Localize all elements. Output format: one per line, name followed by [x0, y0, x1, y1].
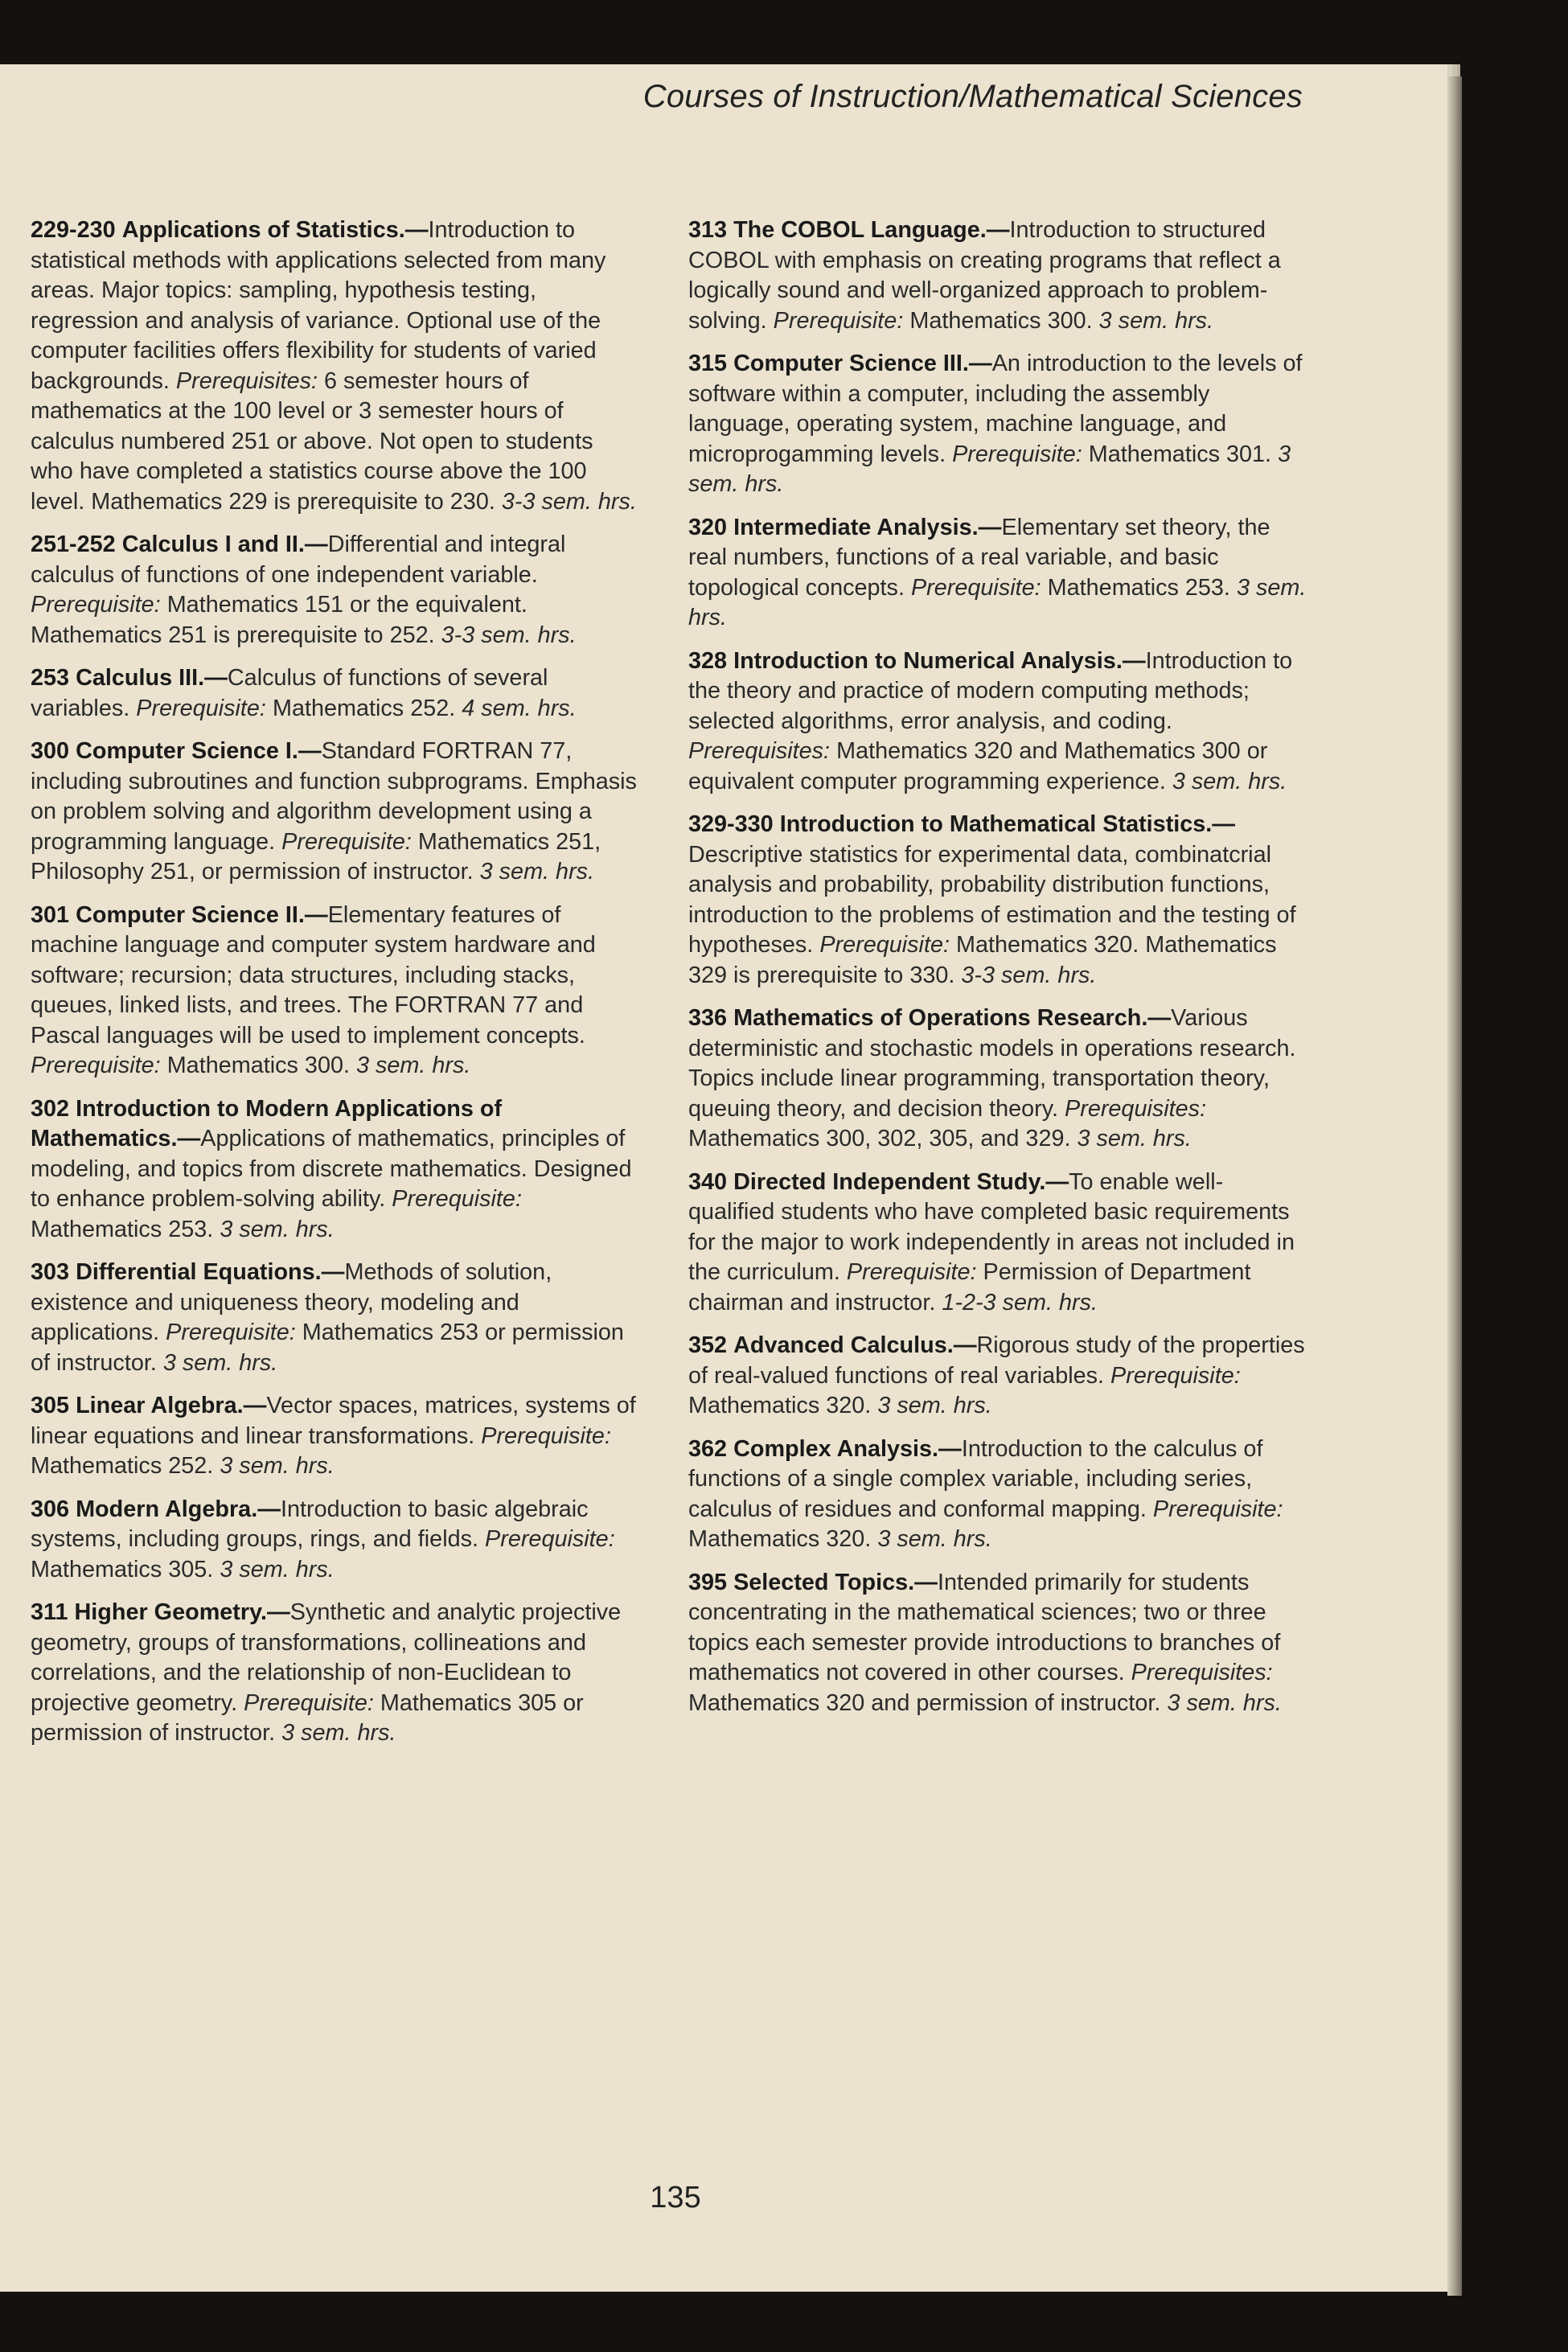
course-title: Computer Science III.—	[733, 351, 992, 376]
course-number: 362	[688, 1435, 728, 1462]
credit-hours: 3 sem. hrs.	[162, 1349, 278, 1376]
course-description: Various deterministic and stochastic models in operations research. Topics include linear programming, transportation theory, queuing theory, and decision theory.	[688, 1005, 1296, 1122]
course-description: Introduction to statistical methods with applications selected from many areas. Major topics: sampling, hypothesis testing, regression and analysis of variance. Optional use of the computer facilities offers flexibility for students of varied backgrounds.	[31, 217, 606, 394]
course-number: 301	[31, 901, 70, 928]
course-number: 328	[688, 647, 728, 674]
course-description: Introduction to basic algebraic systems, including groups, rings, and fields.	[31, 1496, 589, 1552]
course-entry	[688, 513, 1307, 634]
prerequisite-text: Mathematics 320 and permission of instructor.	[688, 1689, 1161, 1716]
course-title: Introduction to Mathematical Statistics.—	[779, 811, 1236, 837]
credit-hours: 4 sem. hrs.	[462, 695, 577, 721]
prerequisite-text: Mathematics 305.	[31, 1556, 214, 1582]
course-number: 320	[688, 514, 728, 540]
prerequisite-label: Prerequisite:	[481, 1422, 611, 1449]
course-entry	[31, 901, 642, 1082]
course-number: 253	[31, 665, 70, 691]
prerequisite-label: Prerequisites:	[688, 738, 831, 764]
prerequisite-label: Prerequisites:	[175, 367, 318, 394]
prerequisite-text: Mathematics 252.	[31, 1453, 214, 1479]
course-title: The COBOL Language.—	[733, 217, 1010, 243]
course-entry	[31, 1094, 642, 1246]
prerequisite-text: Mathematics 151 or the equivalent. Mathematics 251 is prerequisite to 252.	[31, 592, 527, 648]
prerequisite-label: Prerequisite:	[846, 1259, 977, 1285]
prerequisite-text: Mathematics 300.	[166, 1053, 350, 1078]
course-entry	[31, 1258, 642, 1378]
course-description: Intended primarily for students concentrating in the mathematical sciences; two or three topics each semester provide introductions to branches of mathematics not covered in other courses.	[688, 1569, 1281, 1685]
course-entry	[31, 737, 642, 888]
course-title: Computer Science I.—	[76, 738, 322, 764]
prerequisite-label: Prerequisite:	[1152, 1496, 1283, 1522]
course-number: 302	[31, 1095, 70, 1122]
course-entry	[688, 1435, 1307, 1555]
credit-hours: 3-3 sem. hrs.	[961, 962, 1097, 988]
course-description: Introduction to the theory and practice of modern computing methods; selected algorithms, error analysis, and coding.	[688, 647, 1293, 734]
course-description: Synthetic and analytic projective geometry, groups of transformations, collineations and correlations, and the relationship of non-Euclidean to projective geometry.	[31, 1599, 622, 1716]
prerequisite-label: Prerequisite:	[244, 1689, 374, 1716]
prerequisite-label: Prerequisite:	[31, 592, 161, 618]
course-number: 315	[688, 351, 728, 376]
prerequisite-text: Mathematics 320.	[688, 1393, 872, 1418]
course-entry	[688, 646, 1307, 798]
course-title: Higher Geometry.—	[74, 1599, 290, 1625]
right-column	[688, 215, 1307, 1731]
prerequisite-label: Prerequisite:	[773, 307, 904, 334]
course-title: Applications of Statistics.—	[121, 217, 429, 243]
course-description: Calculus of functions of several variables.	[31, 665, 548, 721]
course-number: 306	[31, 1496, 70, 1522]
prerequisite-label: Prerequisite:	[281, 828, 412, 855]
course-entry	[688, 1168, 1307, 1319]
course-number: 305	[31, 1393, 70, 1418]
course-description: Rigorous study of the properties of real-valued functions of real variables.	[688, 1332, 1305, 1389]
course-description: Methods of solution, existence and uniqueness theory, modeling and applications.	[31, 1259, 552, 1345]
prerequisite-label: Prerequisite:	[392, 1186, 522, 1212]
course-description: Elementary set theory, the real numbers, functions of a real variable, and basic topological concepts.	[688, 514, 1270, 601]
course-title: Introduction to Numerical Analysis.—	[733, 647, 1146, 674]
prerequisite-label: Prerequisites:	[1065, 1095, 1207, 1122]
course-entry	[31, 1598, 642, 1749]
course-entry	[31, 663, 642, 724]
course-description: Vector spaces, matrices, systems of linear equations and linear transformations.	[31, 1393, 636, 1449]
course-number: 329-330	[688, 811, 774, 837]
course-number: 303	[31, 1259, 70, 1285]
credit-hours: 3-3 sem. hrs.	[441, 622, 577, 648]
course-title: Calculus III.—	[76, 665, 228, 691]
course-title: Complex Analysis.—	[733, 1435, 962, 1462]
course-number: 311	[31, 1599, 68, 1625]
course-description: Applications of mathematics, principles of modeling, and topics from discrete mathematics. Designed to enhance problem-solving ability.	[31, 1126, 632, 1212]
course-title: Intermediate Analysis.—	[733, 514, 1002, 540]
prerequisite-label: Prerequisites:	[1131, 1660, 1273, 1685]
course-entry	[31, 215, 642, 517]
prerequisite-label: Prerequisite:	[819, 932, 950, 958]
prerequisite-label: Prerequisite:	[952, 441, 1082, 467]
course-description: Introduction to the calculus of functions of a single complex variable, including series, calculus of residues and conformal mapping.	[688, 1435, 1263, 1522]
credit-hours: 3-3 sem. hrs.	[501, 488, 637, 515]
prerequisite-text: Mathematics 252.	[272, 695, 456, 721]
course-number: 229-230	[31, 217, 116, 243]
course-number: 251-252	[31, 532, 116, 557]
course-title: Mathematics of Operations Research.—	[733, 1005, 1172, 1031]
prerequisite-text: Mathematics 253.	[31, 1216, 214, 1242]
credit-hours: 3 sem. hrs.	[688, 574, 1307, 630]
course-description: Elementary features of machine language and computer system hardware and software; recursion; data structures, including stacks, queues, linked lists, and trees. The FORTRAN 77 and Pascal languages will be used to implement concepts.	[31, 901, 596, 1049]
prerequisite-text: Mathematics 300.	[909, 307, 1093, 334]
credit-hours: 3 sem. hrs.	[1172, 768, 1287, 794]
course-description: An introduction to the levels of software within a computer, including the assembly language, operating system, machine language, and microprogamming levels.	[688, 351, 1303, 467]
prerequisite-text: Mathematics 300, 302, 305, and 329.	[688, 1126, 1071, 1151]
prerequisite-text: Mathematics 320 and Mathematics 300 or equivalent computer programming experience.	[688, 738, 1268, 794]
course-entry	[31, 530, 642, 651]
course-number: 395	[688, 1569, 728, 1595]
prerequisite-text: Mathematics 320.	[688, 1526, 872, 1552]
course-number: 340	[688, 1168, 728, 1195]
credit-hours: 3 sem. hrs.	[281, 1720, 396, 1746]
course-title: Linear Algebra.—	[76, 1393, 267, 1418]
credit-hours: 3 sem. hrs.	[1167, 1689, 1282, 1716]
page-edge	[1447, 76, 1462, 2296]
credit-hours: 1-2-3 sem. hrs.	[942, 1289, 1098, 1316]
prerequisite-label: Prerequisite:	[136, 695, 266, 721]
course-title: Computer Science II.—	[76, 901, 328, 928]
course-title: Selected Topics.—	[733, 1569, 938, 1595]
prerequisite-text: Mathematics 253 or permission of instructor.	[31, 1320, 624, 1376]
prerequisite-text: Mathematics 251, Philosophy 251, or permission of instructor.	[31, 828, 601, 885]
course-entry	[31, 1391, 642, 1482]
left-column	[31, 215, 642, 1762]
course-entry	[31, 1495, 642, 1586]
prerequisite-text: Mathematics 301.	[1088, 441, 1272, 467]
course-number: 300	[31, 738, 70, 764]
prerequisite-text: Permission of Department chairman and instructor.	[688, 1259, 1251, 1316]
running-head: Courses of Instruction/Mathematical Sciences	[642, 79, 1303, 114]
credit-hours: 3 sem. hrs.	[1077, 1126, 1192, 1151]
prerequisite-text: Mathematics 320. Mathematics 329 is prerequisite to 330.	[688, 932, 1277, 988]
course-title: Advanced Calculus.—	[733, 1332, 977, 1358]
course-title: Directed Independent Study.—	[733, 1168, 1069, 1195]
course-title: Differential Equations.—	[76, 1259, 345, 1285]
course-entry	[688, 1331, 1307, 1422]
credit-hours: 3 sem. hrs.	[220, 1453, 335, 1479]
prerequisite-label: Prerequisite:	[31, 1053, 161, 1078]
prerequisite-text: Mathematics 305 or permission of instructor.	[31, 1689, 584, 1746]
credit-hours: 3 sem. hrs.	[479, 859, 595, 885]
course-entry	[688, 349, 1307, 500]
credit-hours: 3 sem. hrs.	[220, 1216, 335, 1242]
course-title: Modern Algebra.—	[76, 1496, 281, 1522]
prerequisite-label: Prerequisite:	[166, 1320, 296, 1345]
course-description: Standard FORTRAN 77, including subroutines and function subprograms. Emphasis on problem solving and algorithm development using a programming language.	[31, 738, 637, 855]
prerequisite-label: Prerequisite:	[1110, 1362, 1241, 1389]
credit-hours: 3 sem. hrs.	[220, 1556, 335, 1582]
credit-hours: 3 sem. hrs.	[877, 1393, 992, 1418]
course-number: 313	[688, 217, 728, 243]
course-title: Introduction to Modern Applications of Mathematics.—	[31, 1095, 503, 1151]
credit-hours: 3 sem. hrs.	[1098, 307, 1214, 334]
course-title: Calculus I and II.—	[121, 532, 328, 557]
prerequisite-label: Prerequisite:	[910, 574, 1041, 601]
course-description: Introduction to structured COBOL with emphasis on creating programs that reflect a logically sound and well-organized approach to problem-solving.	[688, 217, 1281, 334]
credit-hours: 3 sem. hrs.	[877, 1526, 992, 1552]
page-number: 135	[650, 2181, 701, 2214]
prerequisite-label: Prerequisite:	[485, 1526, 615, 1552]
prerequisite-text: 6 semester hours of mathematics at the 100 level or 3 semester hours of calculus numbered 251 or above. Not open to students who have completed a statistics course above the 100 level. Mathematics 229 is prerequisite to 230.	[31, 367, 593, 515]
course-number: 352	[688, 1332, 728, 1358]
course-entry	[688, 1004, 1307, 1155]
course-number: 336	[688, 1005, 728, 1031]
course-entry	[688, 810, 1307, 991]
course-description: Differential and integral calculus of functions of one independent variable.	[31, 532, 566, 588]
course-description: To enable well-qualified students who have completed basic requirements for the major to work independently in areas not included in the curriculum.	[688, 1168, 1295, 1285]
credit-hours: 3 sem. hrs.	[356, 1053, 471, 1078]
credit-hours: 3 sem. hrs.	[688, 441, 1291, 497]
course-description: Descriptive statistics for experimental data, combinatcrial analysis and probability, probability distribution functions, introduction to the problems of estimation and the testing of hypotheses.	[688, 841, 1296, 958]
prerequisite-text: Mathematics 253.	[1047, 574, 1230, 601]
course-entry	[688, 1568, 1307, 1719]
course-entry	[688, 215, 1307, 336]
